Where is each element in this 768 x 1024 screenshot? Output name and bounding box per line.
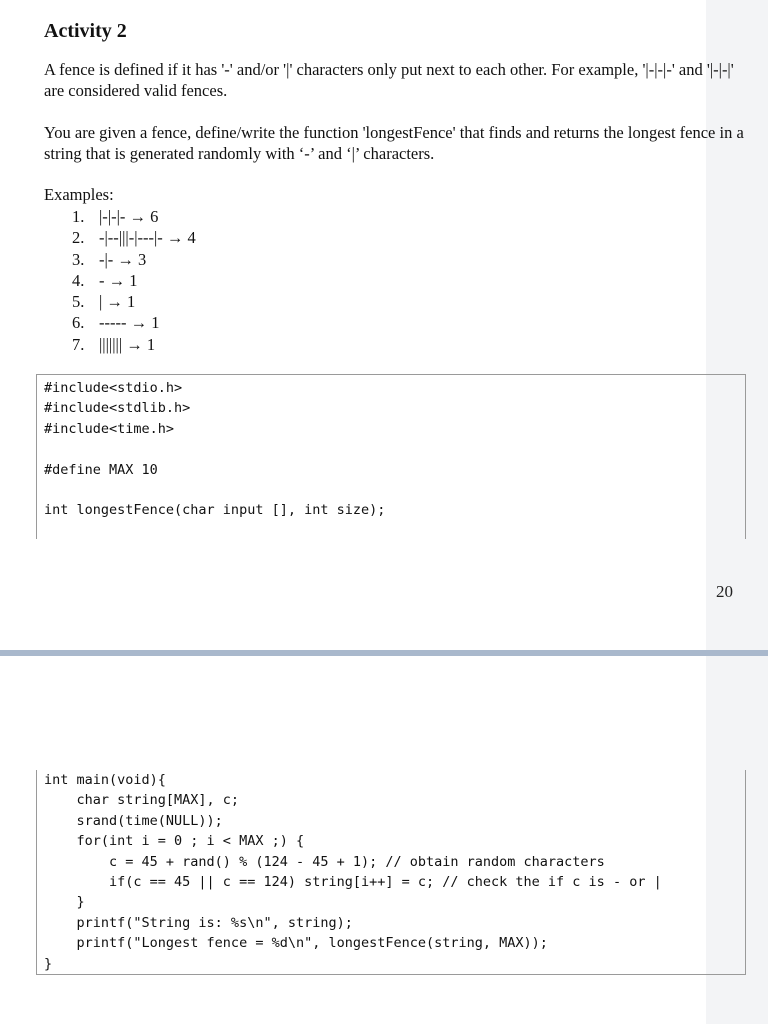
example-text: ||||||| → 1 [99, 334, 156, 354]
example-number: 2. [72, 228, 85, 248]
example-number: 4. [72, 270, 85, 290]
example-item [72, 249, 196, 270]
task-description-paragraph: You are given a fence, define/write the function 'longestFence' that finds and returns the longest fence in a string that is generated randomly with ‘-’ and ‘|’ characters. [44, 123, 744, 163]
example-text: -|--|||-|---|- → 4 [99, 228, 196, 248]
example-item [72, 270, 196, 291]
examples-label: Examples: [44, 185, 114, 204]
example-number: 5. [72, 292, 85, 312]
example-item [72, 206, 196, 227]
example-number: 6. [72, 313, 85, 333]
example-text: | → 1 [99, 292, 136, 312]
example-number: 7. [72, 334, 85, 354]
example-item [72, 291, 196, 312]
code-declarations-text: #include<stdio.h> #include<stdlib.h> #include<time.h> #define MAX 10 int longestFence(char input [], int size); [44, 380, 386, 519]
activity-title: Activity 2 [44, 20, 127, 42]
code-main-text: int main(void){ char string[MAX], c; srand(time(NULL)); for(int i = 0 ; i < MAX ;) { c = 45 + rand() % (124 - 45 + 1); // obtain random characters if(c == 45 || c == 124) string[i++] = c; // check the if c is - or | } printf("String is: %s\n", string); printf("Longest fence = %d\n", longestFence(string, MAX)); } [44, 772, 662, 972]
code-block-declarations [36, 374, 746, 539]
fence-definition-paragraph: A fence is defined if it has '-' and/or '|' characters only put next to each other. For example, '|-|-|-' and '|-|-|' are considered valid fences. [44, 60, 734, 100]
example-text: - → 1 [99, 270, 138, 290]
example-item [72, 334, 196, 355]
page-number: 20 [716, 582, 733, 601]
example-item [72, 312, 196, 333]
example-text: -|- → 3 [99, 249, 147, 269]
examples-list [72, 206, 196, 355]
example-text: |-|-|- → 6 [99, 207, 159, 226]
example-text: ----- → 1 [99, 313, 160, 333]
example-number: 1. [72, 207, 85, 226]
example-item [72, 227, 196, 248]
example-number: 3. [72, 249, 85, 269]
code-block-main [36, 770, 746, 975]
